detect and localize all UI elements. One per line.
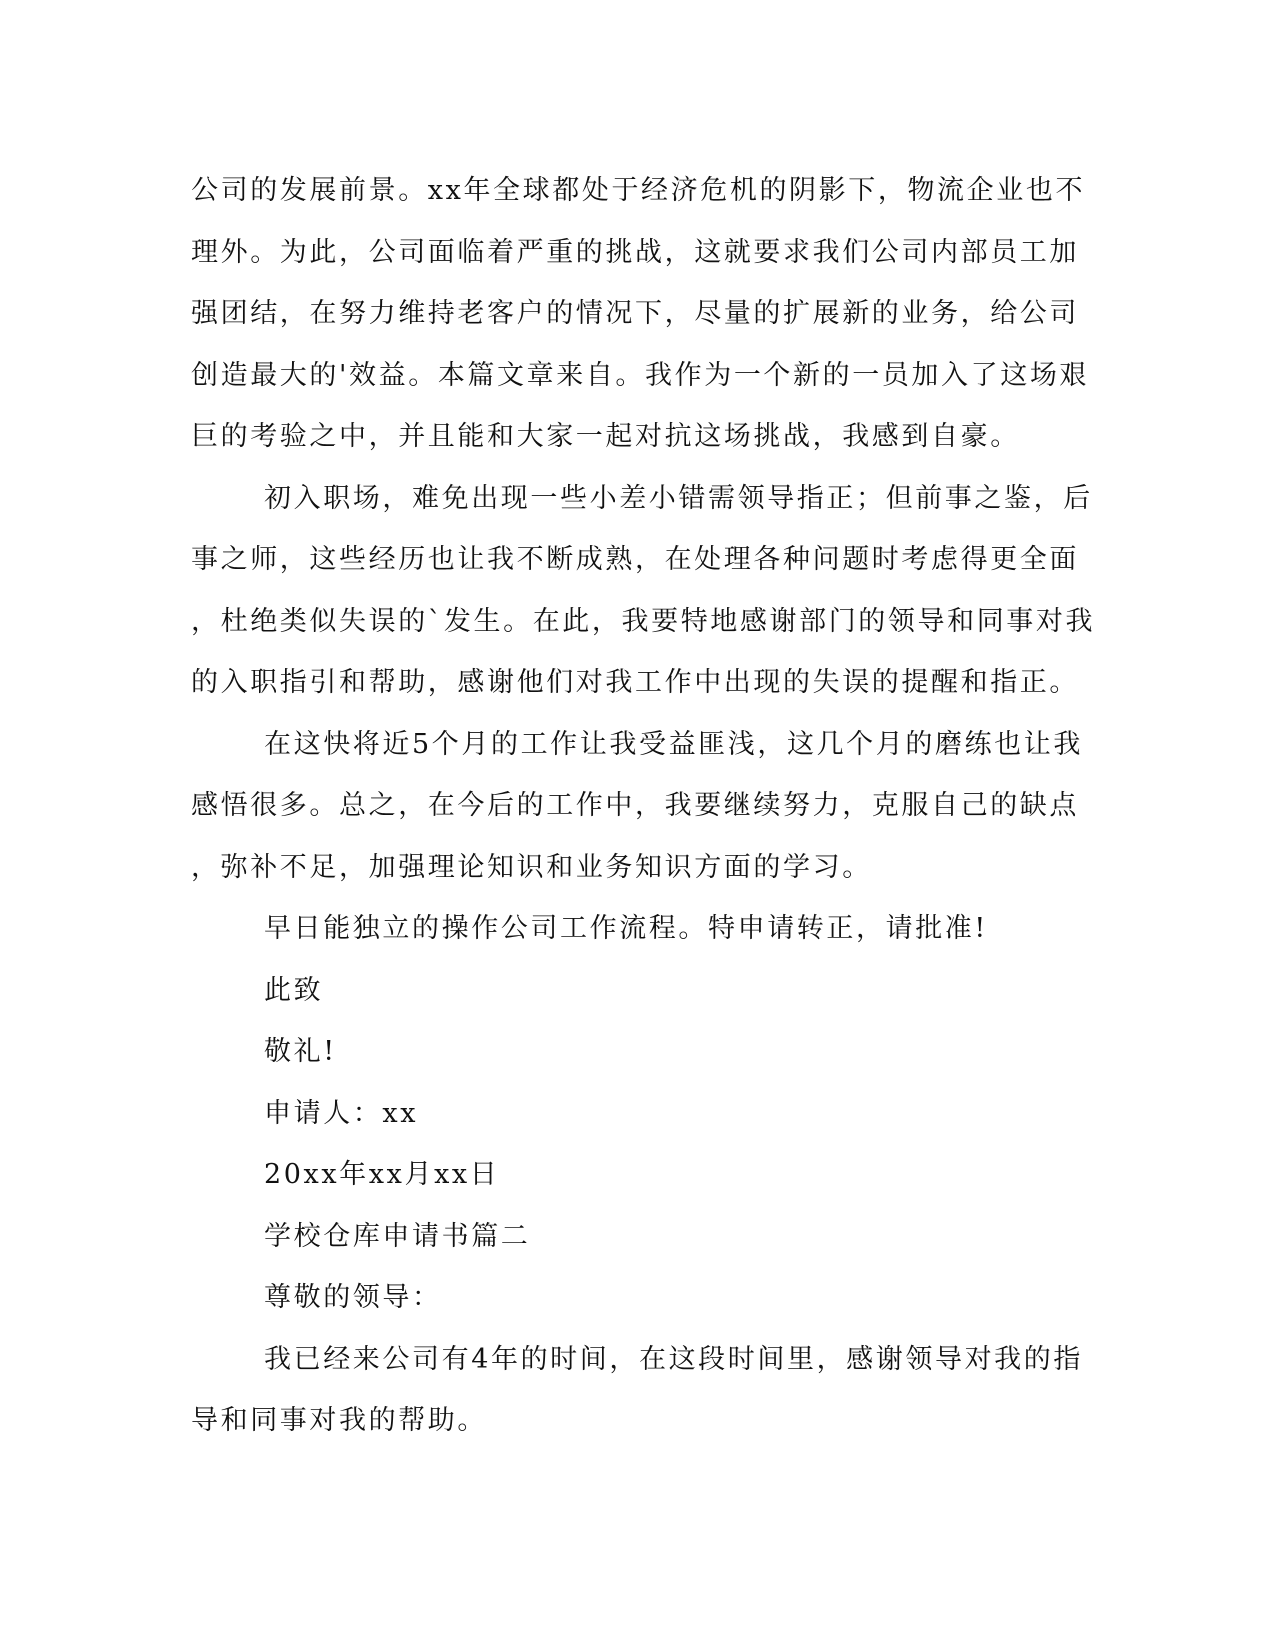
text-line: ，杜绝类似失误的`发生。在此，我要特地感谢部门的领导和同事对我 <box>191 605 1096 637</box>
text-line: 创造最大的'效益。本篇文章来自。我作为一个新的一员加入了这场艰 <box>191 359 1090 391</box>
text-line: 此致 <box>264 974 324 1006</box>
text-line: 敬礼! <box>264 1036 337 1067</box>
text-line: 的入职指引和帮助，感谢他们对我工作中出现的失误的提醒和指正。 <box>191 667 1079 698</box>
text-line: 强团结，在努力维持老客户的情况下，尽量的扩展新的业务，给公司 <box>191 298 1079 329</box>
text-line: 20xx年xx月xx日 <box>264 1159 500 1190</box>
text-line: 申请人：xx <box>264 1097 419 1129</box>
text-line: 初入职场，难免出现一些小差小错需领导指正；但前事之鉴，后 <box>264 482 1093 514</box>
text-line: 理外。为此，公司面临着严重的挑战，这就要求我们公司内部员工加 <box>191 236 1079 268</box>
text-line: 我已经来公司有4年的时间，在这段时间里，感谢领导对我的指 <box>264 1343 1083 1375</box>
text-line: 事之师，这些经历也让我不断成熟，在处理各种问题时考虑得更全面 <box>191 544 1079 575</box>
text-line: 巨的考验之中，并且能和大家一起对抗这场挑战，我感到自豪。 <box>191 421 1020 452</box>
text-line: 导和同事对我的帮助。 <box>191 1405 487 1436</box>
text-line: ，弥补不足，加强理论知识和业务知识方面的学习。 <box>191 851 872 883</box>
text-line: 感悟很多。总之，在今后的工作中，我要继续努力，克服自己的缺点 <box>191 790 1079 821</box>
text-line: 学校仓库申请书篇二 <box>264 1220 531 1252</box>
text-line: 在这快将近5个月的工作让我受益匪浅，这几个月的磨练也让我 <box>264 728 1083 760</box>
text-line: 早日能独立的操作公司工作流程。特申请转正，请批准! <box>264 913 988 944</box>
document-body <box>191 160 1096 1452</box>
text-line: 公司的发展前景。xx年全球都处于经济危机的阴影下，物流企业也不 <box>191 175 1086 206</box>
text-line: 尊敬的领导： <box>264 1282 442 1313</box>
